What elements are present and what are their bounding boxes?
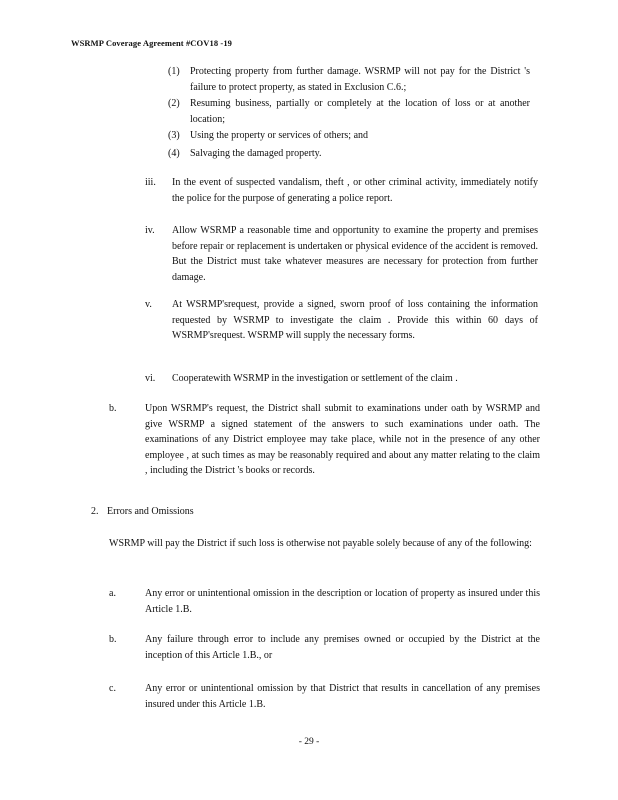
- letter-marker-a: a.: [109, 588, 116, 599]
- letter-text-c: Any error or unintentional omission by that District that results in cancellation of any premises insured under this Article 1.B.: [145, 683, 540, 710]
- letter-marker-c: c.: [109, 683, 116, 694]
- page-number: - 29 -: [298, 737, 320, 747]
- numbered-marker-4: (4): [168, 148, 180, 159]
- item-b-marker: b.: [109, 403, 117, 414]
- letter-marker-b: b.: [109, 634, 117, 645]
- numbered-text-1: Protecting property from further damage. WSRMP will not pay for the District 's failure to protect property, as stated in Exclusion C.6.;: [190, 66, 530, 93]
- letter-text-b: Any failure through error to include any premises owned or occupied by the District at the inception of this Article 1.B., or: [145, 634, 540, 661]
- roman-marker-iv: iv.: [145, 225, 155, 236]
- roman-text-vi: Cooperatewith WSRMP in the investigation or settlement of the claim .: [172, 373, 458, 384]
- letter-text-a: Any error or unintentional omission in the description or location of property as insured under this Article 1.B.: [145, 588, 540, 615]
- numbered-marker-1: (1): [168, 66, 180, 77]
- page-header: WSRMP Coverage Agreement #COV18 -19: [71, 38, 233, 48]
- numbered-marker-2: (2): [168, 98, 180, 109]
- roman-marker-vi: vi.: [145, 373, 156, 384]
- item-b-text: Upon WSRMP's request, the District shall submit to examinations under oath by WSRMP and give WSRMP a signed statement of the answers to such examinations under oath. The examinations of any District employee may take place, while not in the presence of any other employee , at such times as may be reasonably required and about any matter relating to the claim , including the District 's books or records.: [145, 403, 540, 476]
- roman-marker-iii: iii.: [145, 177, 156, 188]
- numbered-marker-3: (3): [168, 130, 180, 141]
- section-2-title: Errors and Omissions: [107, 506, 194, 517]
- roman-text-iii: In the event of suspected vandalism, theft , or other criminal activity, immediately notify the police for the purpose of generating a police report.: [172, 177, 538, 204]
- section-2-intro: WSRMP will pay the District if such loss is otherwise not payable solely because of any of the following:: [109, 538, 532, 549]
- section-2-number: 2.: [91, 506, 99, 517]
- roman-text-v: At WSRMP'srequest, provide a signed, sworn proof of loss containing the information requested by WSRMP to investigate the claim . Provide this within 60 days of WSRMP'srequest. WSRMP will supply the necessary forms.: [172, 299, 538, 341]
- numbered-text-4: Salvaging the damaged property.: [190, 148, 322, 159]
- roman-marker-v: v.: [145, 299, 152, 310]
- numbered-text-2: Resuming business, partially or completely at the location of loss or at another location;: [190, 98, 530, 125]
- roman-text-iv: Allow WSRMP a reasonable time and opportunity to examine the property and premises before repair or replacement is undertaken or physical evidence of the accident is removed. But the District must take whatever measures are necessary for protection from further damage.: [172, 225, 538, 283]
- numbered-text-3: Using the property or services of others; and: [190, 130, 369, 141]
